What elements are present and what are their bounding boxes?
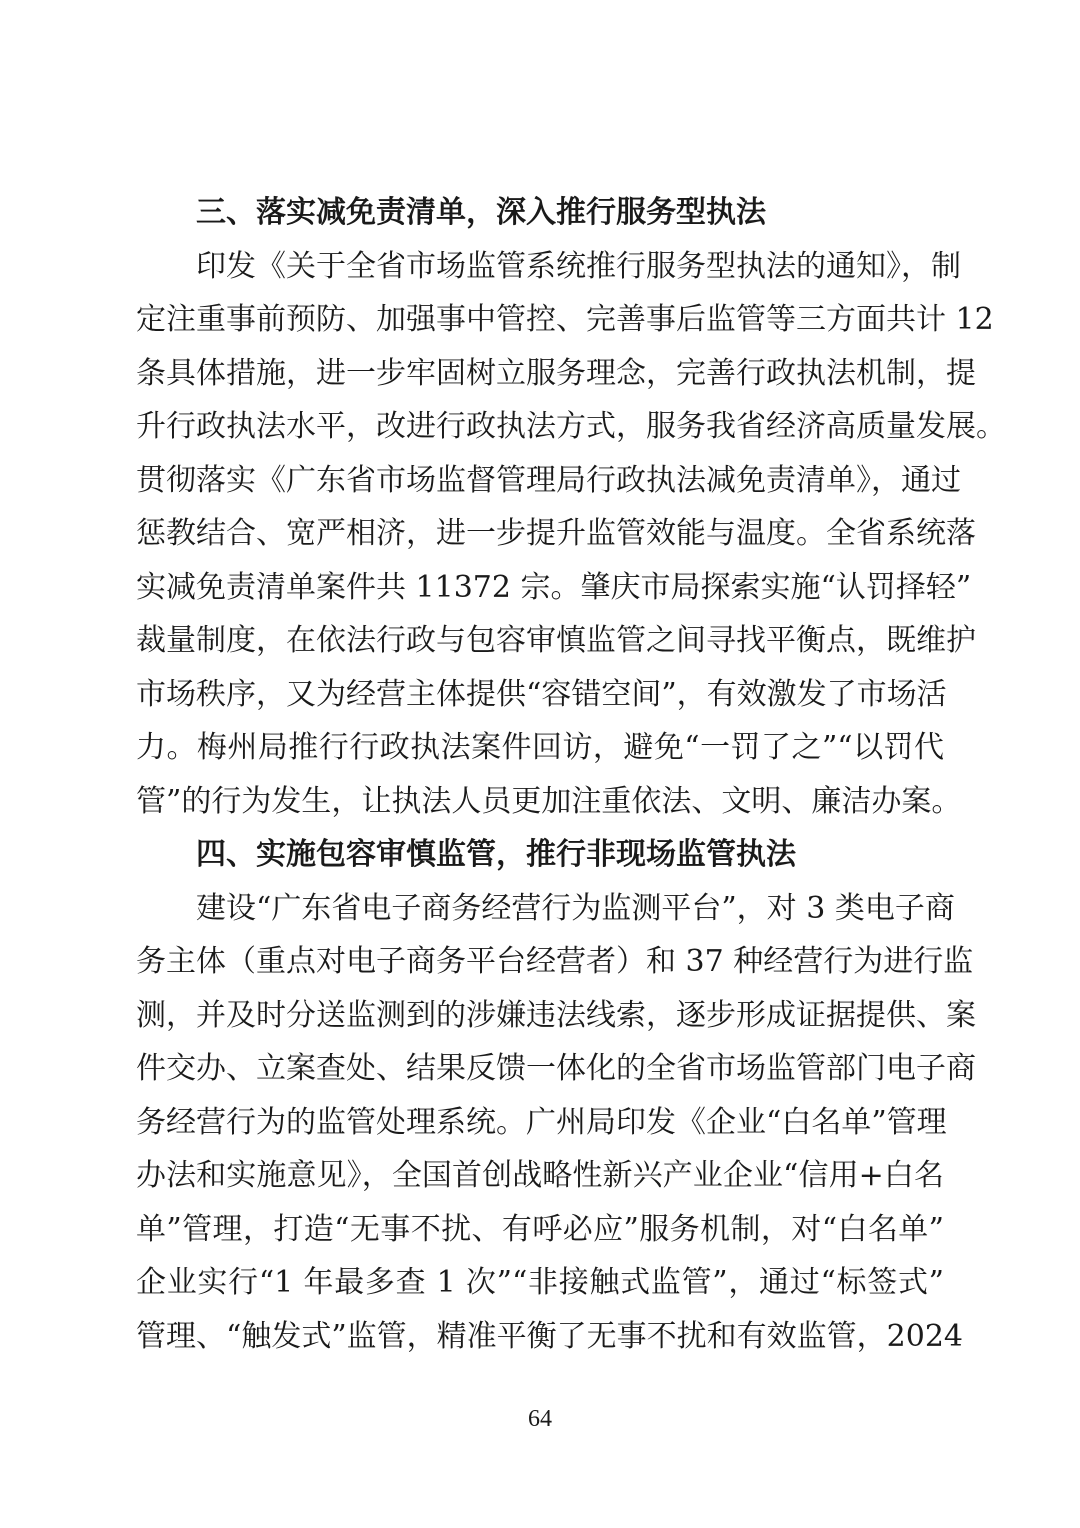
paragraph-line: 管理、“触发式”监管，精准平衡了无事不扰和有效监管，2024 bbox=[136, 1318, 964, 1354]
paragraph-line: 升行政执法水平，改进行政执法方式，服务我省经济高质量发展。 bbox=[136, 409, 1006, 444]
page-number: 64 bbox=[528, 1406, 552, 1432]
section-heading-4: 四、实施包容审慎监管，推行非现场监管执法 bbox=[196, 837, 796, 872]
paragraph-line: 测，并及时分送监测到的涉嫌违法线索，逐步形成证据提供、案 bbox=[136, 997, 976, 1033]
paragraph-line: 务主体（重点对电子商务平台经营者）和 37 种经营行为进行监 bbox=[136, 944, 974, 979]
paragraph-line: 印发《关于全省市场监管系统推行服务型执法的通知》，制 bbox=[196, 248, 961, 284]
paragraph-line: 管”的行为发生，让执法人员更加注重依法、文明、廉洁办案。 bbox=[136, 783, 962, 819]
paragraph-line: 实减免责清单案件共 11372 宗。肇庆市局探索实施“认罚择轻” bbox=[136, 569, 972, 605]
paragraph-line: 务经营行为的监管处理系统。广州局印发《企业“白名单”管理 bbox=[136, 1104, 947, 1140]
paragraph-line: 单”管理，打造“无事不扰、有呼必应”服务机制，对“白名单” bbox=[136, 1211, 944, 1247]
paragraph-line: 建设“广东省电子商务经营行为监测平台”，对 3 类电子商 bbox=[196, 890, 955, 926]
paragraph-line: 定注重事前预防、加强事中管控、完善事后监管等三方面共计 12 bbox=[136, 302, 994, 337]
document-body bbox=[136, 186, 1006, 1363]
paragraph-line: 力。梅州局推行行政执法案件回访，避免“一罚了之”“以罚代 bbox=[136, 730, 944, 765]
paragraph-line: 企业实行“1 年最多查 1 次”“非接触式监管”，通过“标签式” bbox=[136, 1265, 944, 1300]
section-heading-3: 三、落实减免责清单，深入推行服务型执法 bbox=[196, 195, 766, 230]
paragraph-line: 裁量制度，在依法行政与包容审慎监管之间寻找平衡点，既维护 bbox=[136, 623, 976, 658]
paragraph-line: 惩教结合、宽严相济，进一步提升监管效能与温度。全省系统落 bbox=[136, 516, 976, 551]
paragraph-line: 办法和实施意见》，全国首创战略性新兴产业企业“信用+白名 bbox=[136, 1158, 944, 1193]
paragraph-line: 贯彻落实《广东省市场监督管理局行政执法减免责清单》，通过 bbox=[136, 462, 961, 498]
paragraph-line: 条具体措施，进一步牢固树立服务理念，完善行政执法机制，提 bbox=[136, 355, 976, 391]
paragraph-line: 件交办、立案查处、结果反馈一体化的全省市场监管部门电子商 bbox=[136, 1051, 976, 1086]
paragraph-line: 市场秩序，又为经营主体提供“容错空间”，有效激发了市场活 bbox=[136, 676, 947, 712]
